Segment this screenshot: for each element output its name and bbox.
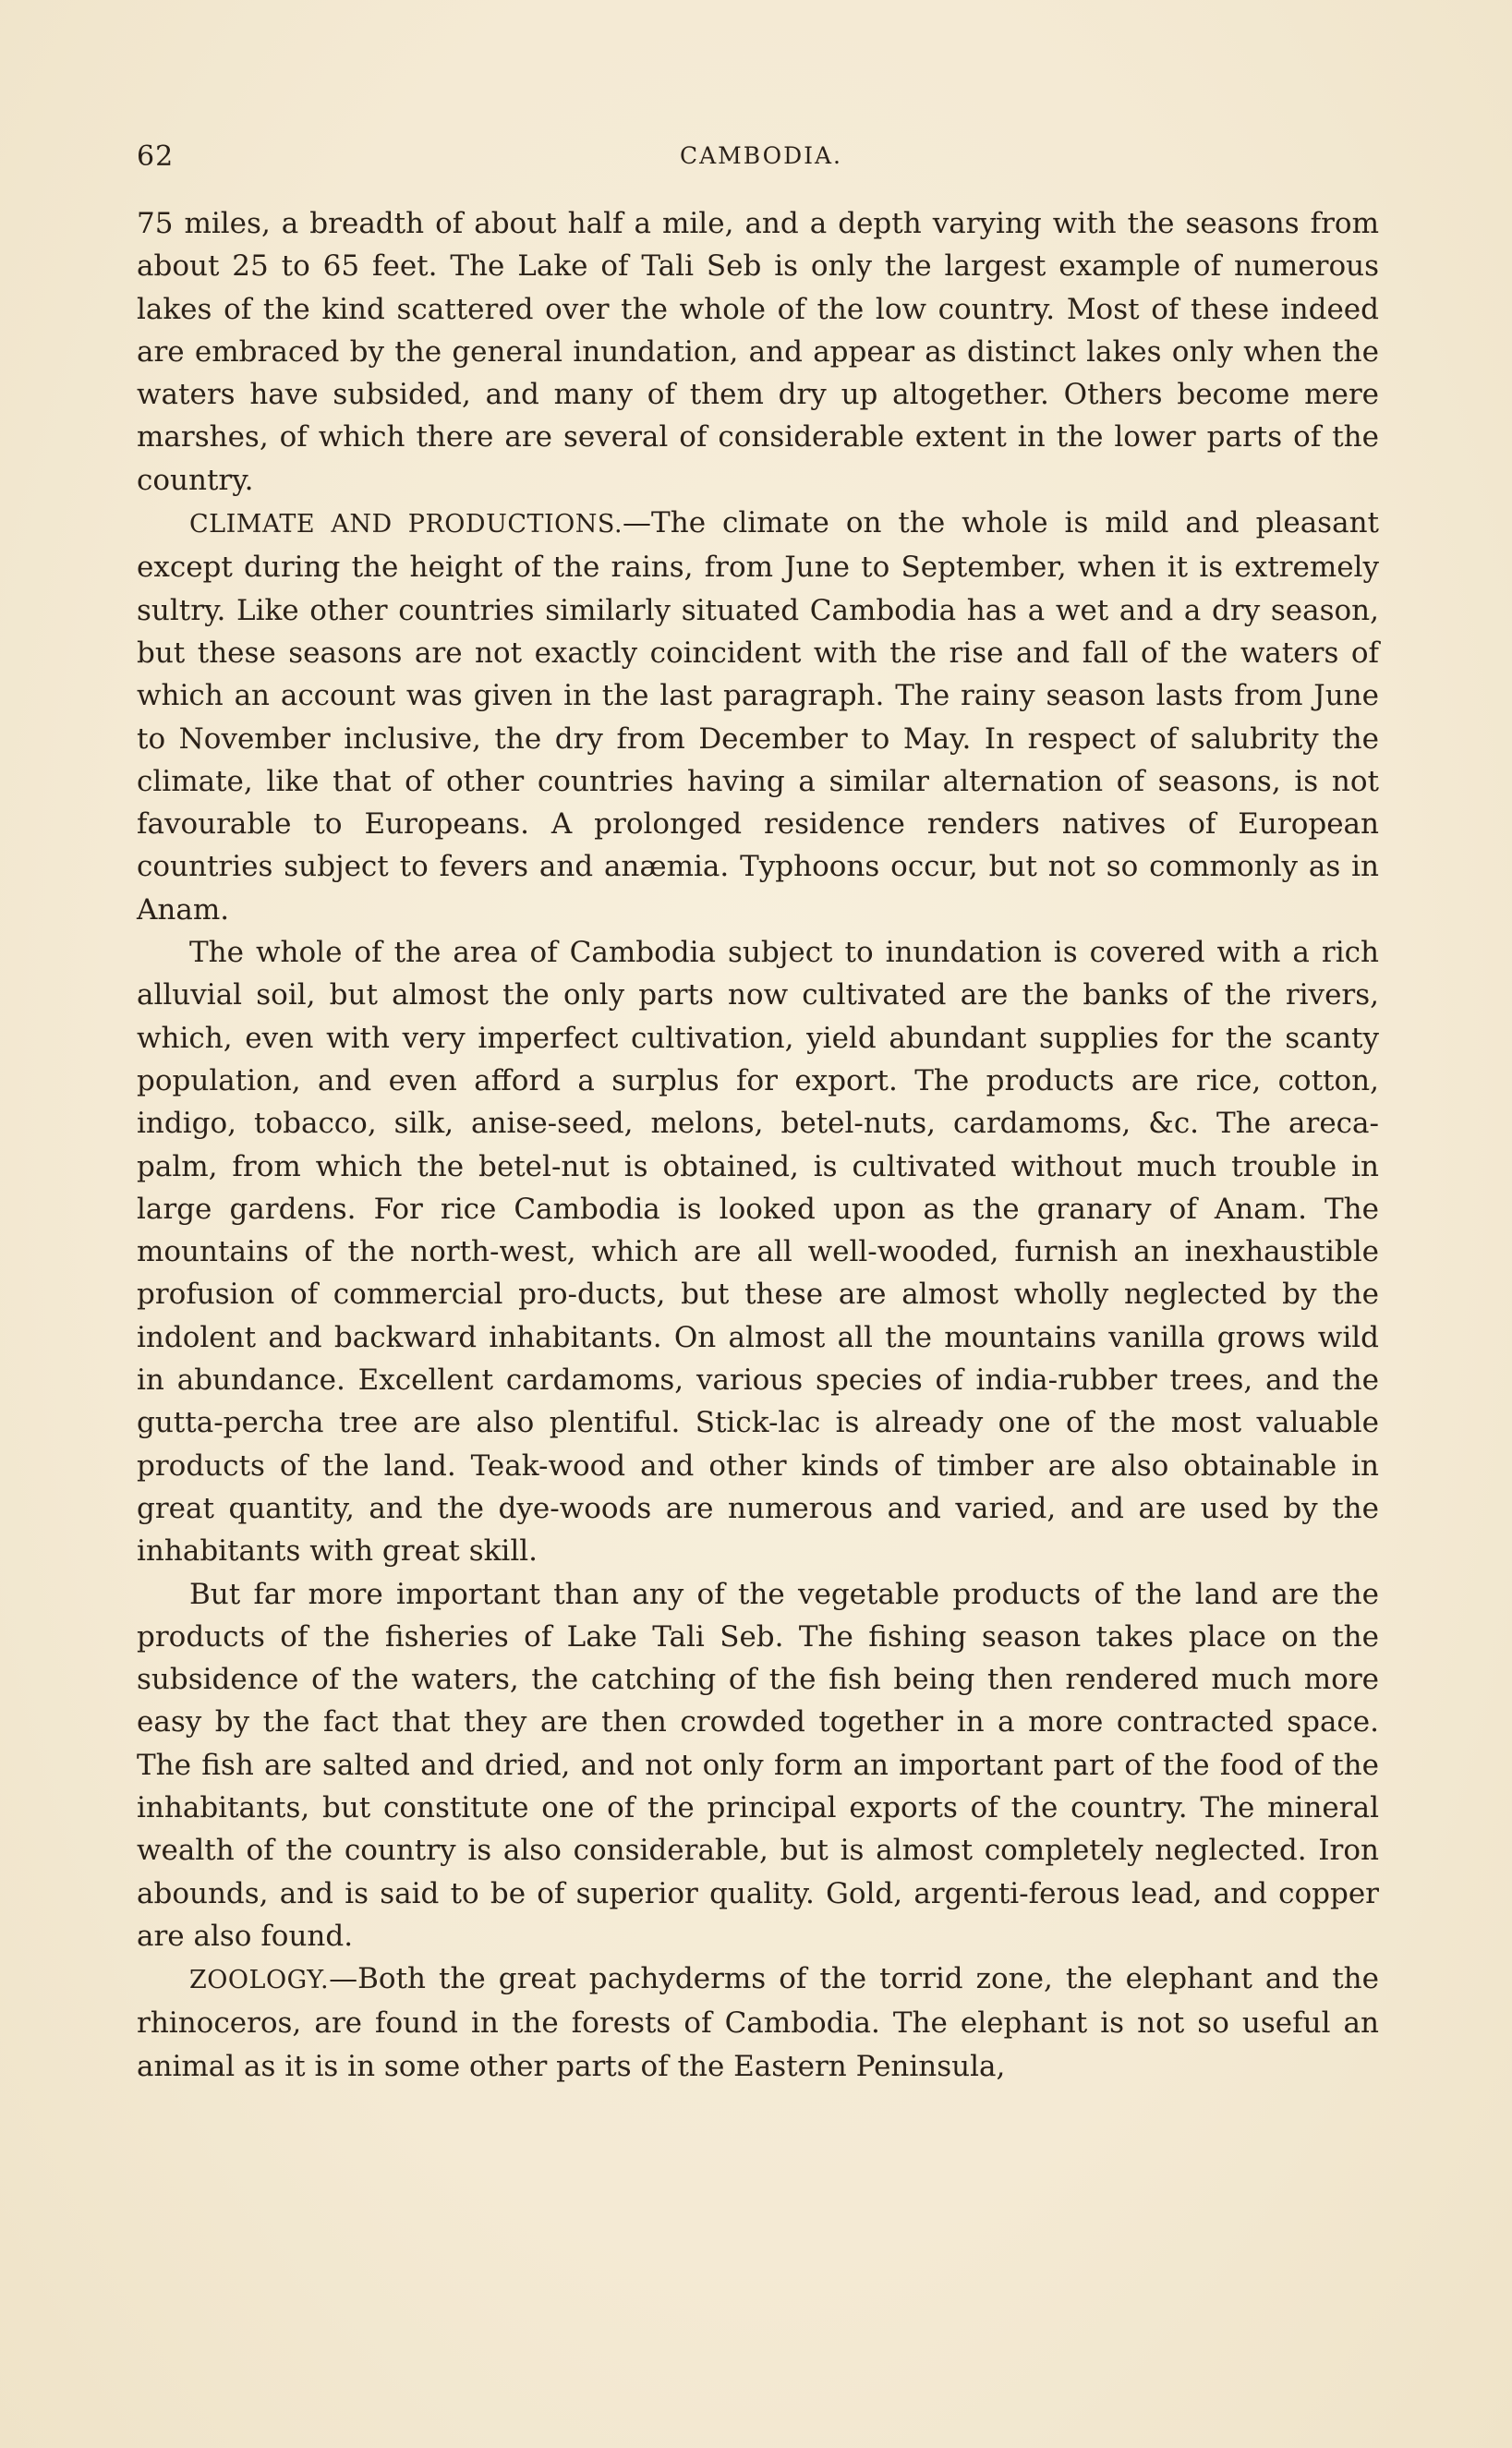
paragraph-lakes xyxy=(137,202,1379,502)
paragraph-text: The whole of the area of Cambodia subject to inundation is covered with a rich alluvial soil, but almost the only parts now cultivated are the banks of the rivers, which, even with very imperfect cultivation, yield abundant supplies for the scanty population, and even afford a surplus for export. The products are rice, cotton, indigo, tobacco, silk, anise-seed, melons, betel-nuts, cardamoms, &c. The areca-palm, from which the betel-nut is obtained, is cultivated without much trouble in large gardens. For rice Cambodia is looked upon as the granary of Anam. The mountains of the north-west, which are all well-wooded, furnish an inexhaustible profusion of commercial pro-ducts, but these are almost wholly neglected by the indolent and backward inhabitants. On almost all the mountains vanilla grows wild in abundance. Excellent cardamoms, various species of india-rubber trees, and the gutta-percha tree are also plentiful. Stick-lac is already one of the most valuable products of the land. Teak-wood and other kinds of timber are also obtainable in great quantity, and the dye-woods are numerous and varied, and are used by the inhabitants with great skill. xyxy=(137,936,1379,1569)
paragraph-zoology xyxy=(137,1957,1379,2088)
page-number: 62 xyxy=(137,140,175,173)
body-text xyxy=(137,202,1379,2088)
paragraph-climate xyxy=(137,502,1379,931)
paragraph-text: —Both the great pachyderms of the torrid zone, the elephant and the rhinoceros, are found in the forests of Cambodia. The elephant is not so useful an animal as it is in some other parts of the Eastern Peninsula, xyxy=(137,1962,1379,2083)
section-heading-climate: CLIMATE AND PRODUCTIONS. xyxy=(189,510,623,539)
paragraph-text: 75 miles, a breadth of about half a mile, and a depth varying with the seasons from about 25 to 65 feet. The Lake of Tali Seb is only the largest example of numerous lakes of the kind scattered over the whole of the low country. Most of these indeed are embraced by the general inundation, and appear as distinct lakes only when the waters have subsided, and many of them dry up altogether. Others become mere marshes, of which there are several of considerable extent in the lower parts of the country. xyxy=(137,207,1379,497)
paragraph-text: But far more important than any of the vegetable products of the land are the products of the fisheries of Lake Tali Seb. The fishing season takes place on the subsidence of the waters, the catching of the fish being then rendered much more easy by the fact that they are then crowded together in a more contracted space. The fish are salted and dried, and not only form an important part of the food of the inhabitants, but constitute one of the principal exports of the country. The mineral wealth of the country is also considerable, but is almost completely neglected. Iron abounds, and is said to be of superior quality. Gold, argenti-ferous lead, and copper are also found. xyxy=(137,1577,1379,1953)
page-header xyxy=(137,140,1385,181)
paragraph-text: —The climate on the whole is mild and pleasant except during the height of the rains, from June to September, when it is extremely sultry. Like other countries similarly situated Cambodia has a wet and a dry season, but these seasons are not exactly coincident with the rise and fall of the waters of which an account was given in the last paragraph. The rainy season lasts from June to November inclusive, the dry from December to May. In respect of salubrity the climate, like that of other countries having a similar alternation of seasons, is not favourable to Europeans. A prolonged residence renders natives of European countries subject to fevers and anæmia. Typhoons occur, but not so commonly as in Anam. xyxy=(137,506,1379,927)
section-heading-zoology: ZOOLOGY. xyxy=(189,1966,330,1995)
running-head: CAMBODIA. xyxy=(679,142,843,169)
paragraph-fisheries xyxy=(137,1573,1379,1958)
paragraph-soil-products xyxy=(137,931,1379,1572)
